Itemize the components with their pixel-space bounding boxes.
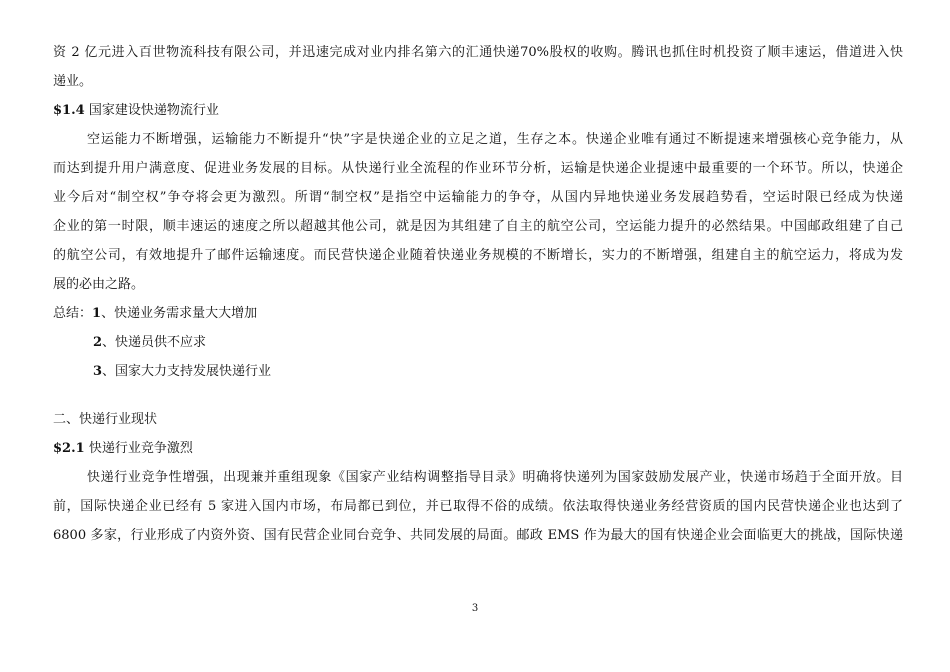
section-number: $2.1 [53, 441, 85, 456]
paragraph-line: 空运能力不断增强，运输能力不断提升“快”字是快递企业的立足之道，生存之本。快递企业唯有通过不断提速来增强核心竞争能力，从 [87, 132, 903, 147]
paragraph-line: 展的必由之路。 [53, 277, 145, 292]
summary-label: 总结： [53, 306, 93, 321]
chapter-heading: 二、快递行业现状 [53, 412, 158, 427]
summary-item-number: 2 [93, 335, 103, 350]
summary-item-number: 3 [93, 364, 103, 379]
paragraph-line: 前，国际快递企业已经有 5 家进入国内市场，布局都已到位，并已取得不俗的成绩。依法取得快递业务经营资质的国内民营快递企业也达到了 [53, 499, 903, 514]
summary-item-text: 、国家大力支持发展快递行业 [102, 364, 272, 379]
body-line: 递业。 [53, 74, 93, 89]
summary-item-number: 1 [92, 306, 102, 321]
paragraph-line: 而达到提升用户满意度、促进业务发展的目标。从快递行业全流程的作业环节分析，运输是快递企业提速中最重要的一个环节。所以，快递企 [53, 161, 903, 176]
paragraph-line: 的航空公司，有效地提升了邮件运输速度。而民营快递企业随着快递业务规模的不断增长，实力的不断增强，组建自主的航空运力，将成为发 [53, 248, 903, 263]
summary-item [93, 357, 271, 386]
section-number: $1.4 [53, 103, 85, 118]
section-heading [53, 96, 219, 125]
summary-item [53, 299, 257, 328]
paragraph-line: 快递行业竞争性增强，出现兼并重组现象《国家产业结构调整指导目录》明确将快递列为国家鼓励发展产业，快递市场趋于全面开放。目 [87, 470, 903, 485]
summary-item-text: 、快递员供不应求 [102, 335, 207, 350]
summary-item-text: 、快递业务需求量大大增加 [101, 306, 258, 321]
page-number: 3 [471, 603, 479, 614]
section-heading [53, 434, 193, 463]
section-title: 快递行业竞争激烈 [88, 441, 193, 456]
body-line: 资 2 亿元进入百世物流科技有限公司，并迅速完成对业内排名第六的汇通快递70%股权的收购。腾讯也抓住时机投资了顺丰速运，借道进入快 [53, 45, 903, 60]
paragraph-line: 业今后对“制空权”争夺将会更为激烈。所谓“制空权”是指空中运输能力的争夺，从国内异地快递业务发展趋势看，空运时限已经成为快递 [53, 190, 903, 205]
section-title: 国家建设快递物流行业 [88, 103, 219, 118]
paragraph-line: 6800 多家，行业形成了内资外资、国有民营企业同台竞争、共同发展的局面。邮政 EMS 作为最大的国有快递企业会面临更大的挑战，国际快递 [53, 528, 903, 543]
summary-item [93, 328, 206, 357]
paragraph-line: 企业的第一时限，顺丰速运的速度之所以超越其他公司，就是因为其组建了自主的航空公司，空运能力提升的必然结果。中国邮政组建了自己 [53, 219, 903, 234]
